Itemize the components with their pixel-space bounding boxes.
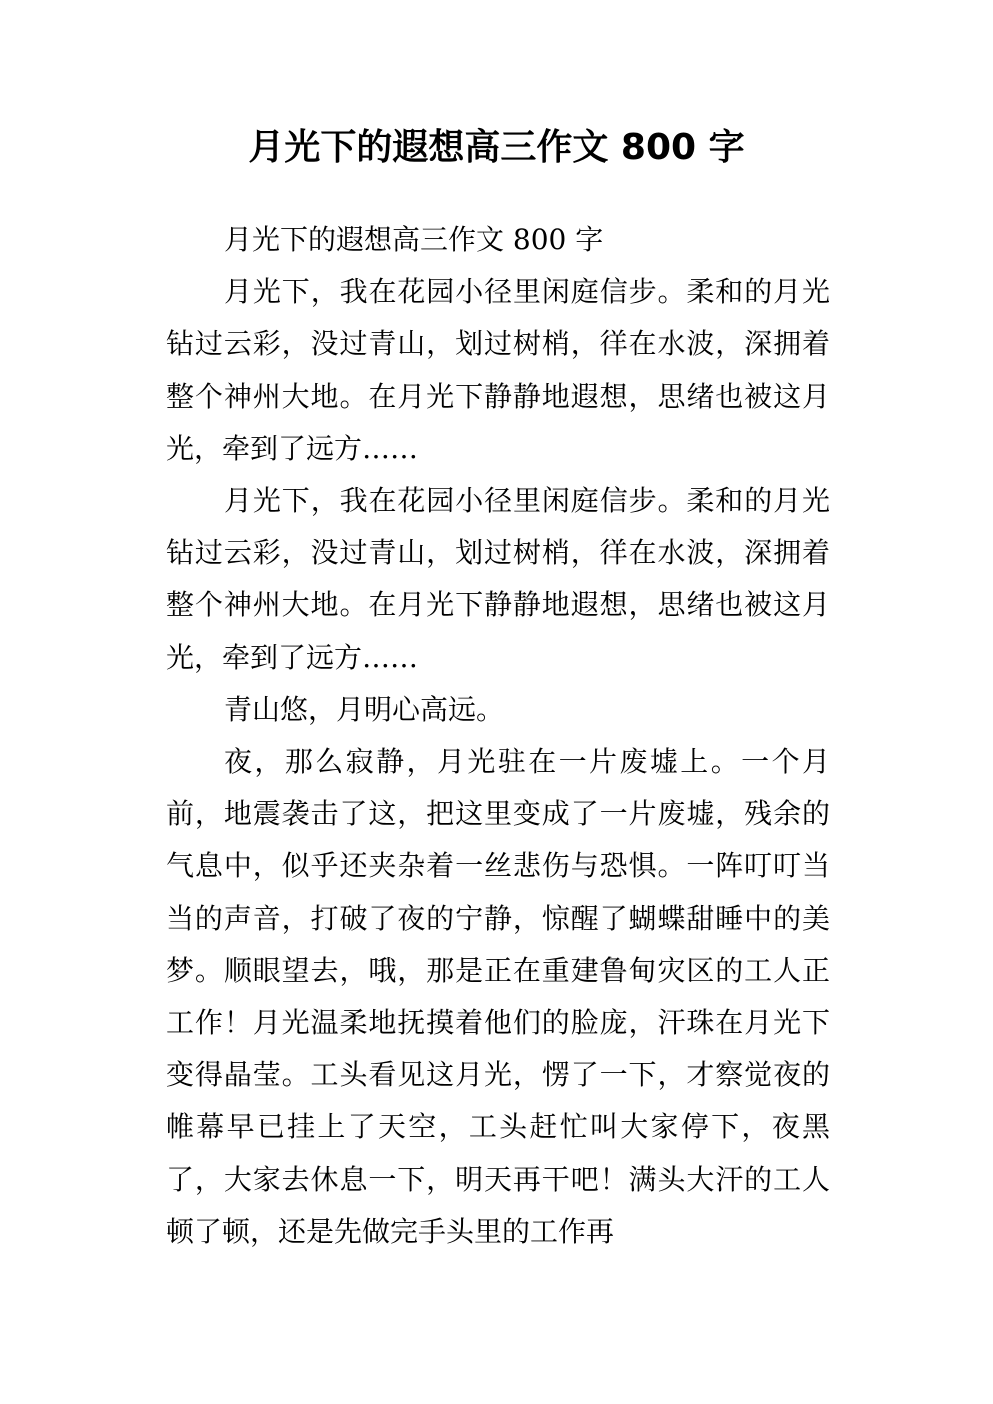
document-title: 月光下的遐想高三作文 800 字 — [248, 127, 745, 168]
paragraph-subtitle: 月光下的遐想高三作文 800 字 — [224, 223, 604, 256]
paragraph: 青山悠，月明心高远。 — [224, 692, 505, 726]
document-body — [166, 214, 830, 1258]
paragraph: 月光下，我在花园小径里闲庭信步。柔和的月光钻过云彩，没过青山，划过树梢，徉在水波，深拥着整个神州大地。在月光下静静地遐想，思绪也被这月光，牵到了远方…… — [166, 484, 830, 674]
paragraph: 月光下，我在花园小径里闲庭信步。柔和的月光钻过云彩，没过青山，划过树梢，徉在水波，深拥着整个神州大地。在月光下静静地遐想，思绪也被这月光，牵到了远方…… — [166, 275, 830, 465]
paragraph: 夜，那么寂静，月光驻在一片废墟上。一个月前，地震袭击了这，把这里变成了一片废墟，残余的气息中，似乎还夹杂着一丝悲伤与恐惧。一阵叮叮当当的声音，打破了夜的宁静，惊醒了蝴蝶甜睡中的美梦。顺眼望去，哦，那是正在重建鲁甸灾区的工人正工作！月光温柔地抚摸着他们的脸庞，汗珠在月光下变得晶莹。工头看见这月光，愣了一下，才察觉夜的帷幕早已挂上了天空，工头赶忙叫大家停下，夜黑了，大家去休息一下，明天再干吧！满头大汗的工人顿了顿，还是先做完手头里的工作再 — [166, 745, 830, 1248]
